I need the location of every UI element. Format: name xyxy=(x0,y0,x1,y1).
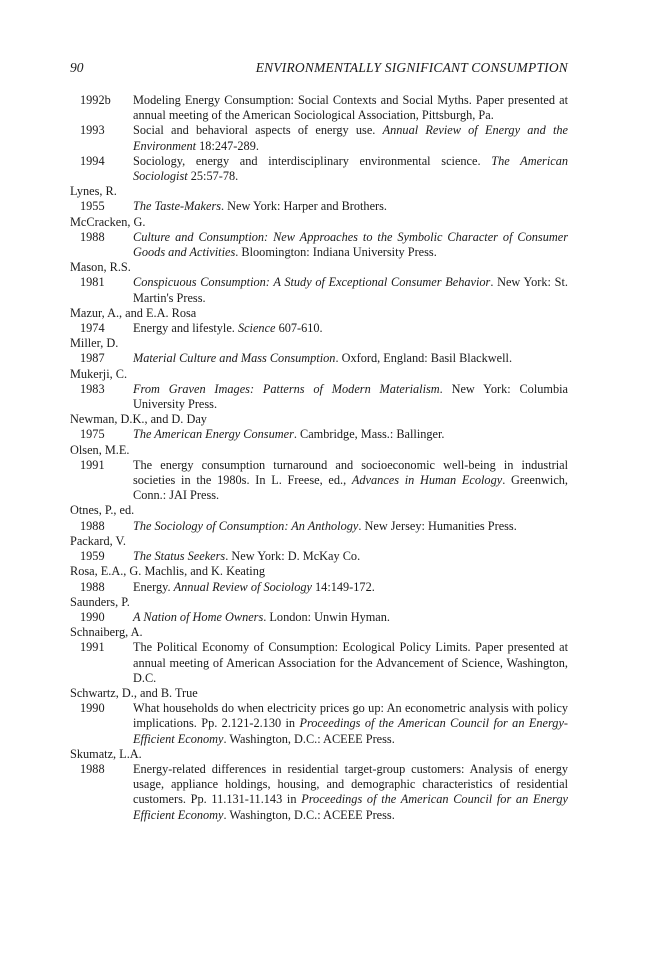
reference-entry xyxy=(70,230,568,260)
reference-group xyxy=(70,412,568,442)
reference-text: . Washington, D.C.: ACEEE Press. xyxy=(223,731,395,746)
reference-text: Energy and lifestyle. xyxy=(133,321,238,336)
reference-title: The Sociology of Consumption: An Anthology xyxy=(133,518,359,533)
reference-entry xyxy=(70,123,568,153)
reference-author: Mazur, A., and E.A. Rosa xyxy=(70,305,197,320)
reference-author: Mason, R.S. xyxy=(70,260,131,275)
reference-entry xyxy=(70,519,568,534)
reference-title: The American Energy Consumer xyxy=(133,427,294,442)
reference-text: . New York: Columbia University Press. xyxy=(133,381,568,412)
reference-title: Annual Review of Energy and the Environment xyxy=(133,123,569,153)
reference-entry xyxy=(70,154,568,184)
page-number: 90 xyxy=(70,60,84,75)
reference-entry xyxy=(70,199,568,214)
reference-year: 1993 xyxy=(80,123,105,138)
reference-text: The energy consumption turnaround and socioeconomic well-being in industrial societies in the 1980s. In L. Freese, ed., xyxy=(133,457,568,488)
reference-year: 1990 xyxy=(80,609,105,624)
reference-title: Proceedings of the American Council for an Energy-Efficient Economy xyxy=(133,716,568,746)
reference-text: . Cambridge, Mass.: Ballinger. xyxy=(293,427,445,442)
reference-year: 1991 xyxy=(80,457,105,472)
reference-group xyxy=(70,336,568,366)
reference-author: Mukerji, C. xyxy=(70,366,128,381)
reference-text: . Greenwich, Conn.: JAI Press. xyxy=(133,473,568,503)
reference-entry xyxy=(70,549,568,564)
reference-text: . New York: Harper and Brothers. xyxy=(221,199,387,214)
reference-text: Modeling Energy Consumption: Social Contexts and Social Myths. Paper presented at annual meeting of the American Sociological Association, Pittsburgh, Pa. xyxy=(133,93,568,123)
reference-text: . Washington, D.C.: ACEEE Press. xyxy=(223,807,395,822)
reference-entry xyxy=(70,580,568,595)
reference-author: Otnes, P., ed. xyxy=(70,503,135,518)
reference-year: 1983 xyxy=(80,381,105,396)
reference-title: Material Culture and Mass Consumption xyxy=(133,351,336,366)
reference-author: Newman, D.K., and D. Day xyxy=(70,412,207,427)
reference-year: 1959 xyxy=(80,549,105,564)
reference-author: Olsen, M.E. xyxy=(70,442,130,457)
reference-year: 1981 xyxy=(80,275,105,290)
reference-text: 607-610. xyxy=(275,321,323,336)
reference-group xyxy=(70,503,568,533)
reference-title: A Nation of Home Owners xyxy=(133,609,264,624)
reference-year: 1988 xyxy=(80,229,105,244)
reference-entry xyxy=(70,762,568,823)
reference-entry xyxy=(70,382,568,412)
reference-title: The Taste-Makers xyxy=(133,199,222,214)
reference-text: What households do when electricity prices go up: An econometric analysis with policy implications. Pp. 2.121-2.130 in xyxy=(133,701,568,731)
reference-author: Skumatz, L.A. xyxy=(70,746,142,761)
reference-title: Advances in Human Ecology xyxy=(351,473,503,488)
running-head: ENVIRONMENTALLY SIGNIFICANT CONSUMPTION xyxy=(255,60,568,75)
reference-author: Schnaiberg, A. xyxy=(70,625,143,640)
reference-entry xyxy=(70,458,568,504)
reference-author: Saunders, P. xyxy=(70,594,130,609)
reference-year: 1988 xyxy=(80,761,105,776)
reference-text: . New York: D. McKay Co. xyxy=(225,549,361,564)
reference-author: Miller, D. xyxy=(70,336,119,351)
reference-group xyxy=(70,747,568,823)
reference-text: . Oxford, England: Basil Blackwell. xyxy=(335,351,513,366)
reference-group xyxy=(70,93,568,184)
reference-text: 25:57-78. xyxy=(187,169,239,184)
reference-group xyxy=(70,260,568,306)
reference-year: 1994 xyxy=(80,153,105,168)
reference-title: Proceedings of the American Council for an Energy Efficient Economy xyxy=(133,792,568,822)
reference-group xyxy=(70,534,568,564)
reference-group xyxy=(70,595,568,625)
reference-year: 1991 xyxy=(80,640,105,655)
reference-year: 1988 xyxy=(80,579,105,594)
reference-text: . London: Unwin Hyman. xyxy=(263,609,390,624)
reference-year: 1975 xyxy=(80,427,105,442)
reference-title: The Status Seekers xyxy=(133,549,226,564)
reference-year: 1992b xyxy=(80,93,111,107)
reference-text: The Political Economy of Consumption: Ecological Policy Limits. Paper presented at annual meeting of American Association for the Advancement of Science, Washington, D.C. xyxy=(133,640,568,685)
reference-entry xyxy=(70,701,568,747)
reference-year: 1955 xyxy=(80,199,105,214)
reference-group xyxy=(70,625,568,686)
reference-title: Annual Review of Sociology xyxy=(173,579,312,594)
reference-group xyxy=(70,306,568,336)
reference-author: Lynes, R. xyxy=(70,184,117,199)
reference-group xyxy=(70,686,568,747)
reference-text: . New Jersey: Humanities Press. xyxy=(358,518,517,533)
reference-text: Social and behavioral aspects of energy use. xyxy=(133,123,383,138)
reference-title: Science xyxy=(237,321,276,336)
reference-text: Energy-related differences in residential target-group customers: Analysis of energy usage, appliance holdings, housing, and demographic characteristics of residential customers. Pp. 11.131-11.143 in xyxy=(133,761,568,807)
reference-group xyxy=(70,367,568,413)
reference-year: 1974 xyxy=(80,321,105,336)
reference-title: Conspicuous Consumption: A Study of Exceptional Consumer Behavior xyxy=(133,275,491,290)
reference-entry xyxy=(70,351,568,366)
reference-text: Energy. xyxy=(133,579,174,594)
reference-year: 1987 xyxy=(80,351,105,366)
reference-list xyxy=(70,93,568,823)
reference-text: . New York: St. Martin's Press. xyxy=(133,275,568,305)
reference-group xyxy=(70,184,568,214)
reference-group xyxy=(70,564,568,594)
reference-text: 14:149-172. xyxy=(311,579,375,594)
reference-text: 18:247-289. xyxy=(196,138,259,153)
reference-entry xyxy=(70,427,568,442)
reference-author: Rosa, E.A., G. Machlis, and K. Keating xyxy=(70,564,266,579)
reference-group xyxy=(70,443,568,504)
reference-title: The American Sociologist xyxy=(133,153,568,184)
reference-title: Culture and Consumption: New Approaches to the Symbolic Character of Consumer Goods and Activities xyxy=(133,229,568,260)
reference-author: Packard, V. xyxy=(70,533,126,548)
reference-title: From Graven Images: Patterns of Modern Materialism xyxy=(133,381,440,396)
reference-author: McCracken, G. xyxy=(70,214,146,229)
reference-entry xyxy=(70,610,568,625)
reference-entry xyxy=(70,321,568,336)
reference-entry xyxy=(70,93,568,123)
reference-entry xyxy=(70,275,568,305)
reference-author: Schwartz, D., and B. True xyxy=(70,685,198,700)
reference-group xyxy=(70,215,568,261)
reference-entry xyxy=(70,640,568,686)
reference-year: 1988 xyxy=(80,518,105,533)
reference-year: 1990 xyxy=(80,701,105,716)
reference-text: Sociology, energy and interdisciplinary environmental science. xyxy=(133,153,492,168)
reference-text: . Bloomington: Indiana University Press. xyxy=(235,245,437,260)
page-header xyxy=(70,60,568,78)
